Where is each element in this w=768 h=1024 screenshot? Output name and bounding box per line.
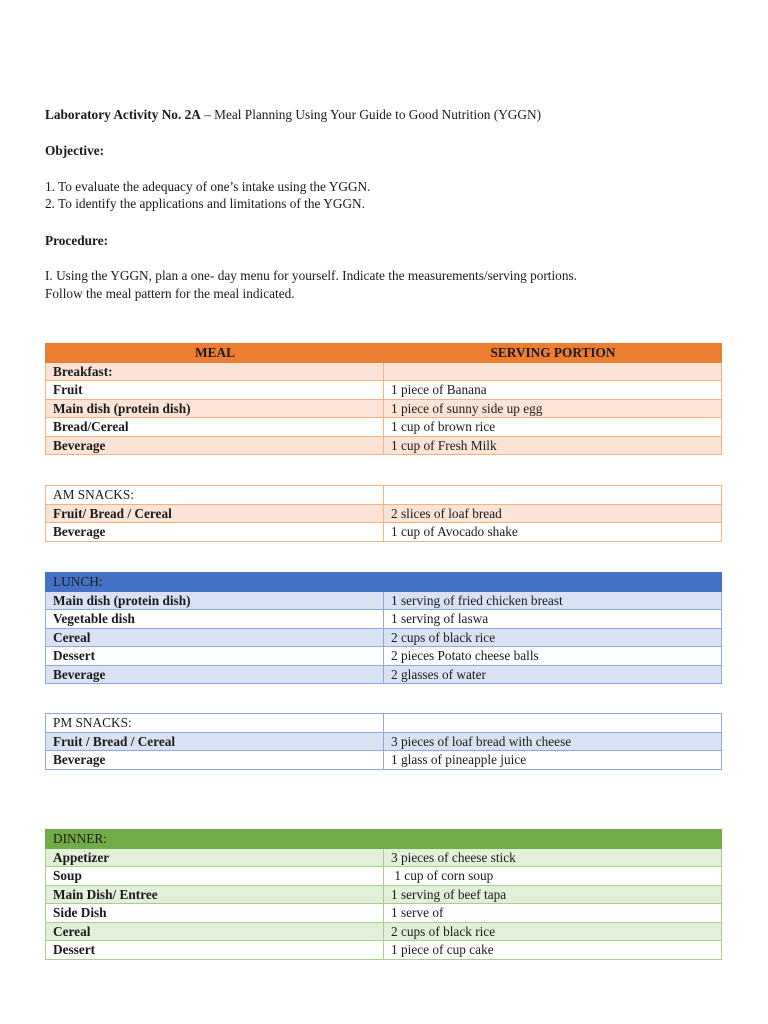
- meal-item: Beverage: [46, 751, 384, 770]
- empty-cell: [384, 714, 722, 733]
- meal-item: Side Dish: [46, 904, 384, 923]
- serving-portion: 1 cup of brown rice: [384, 418, 722, 437]
- breakfast-section-row: [46, 362, 722, 381]
- serving-portion: 2 cups of black rice: [384, 922, 722, 941]
- meal-item: Dessert: [46, 941, 384, 960]
- meal-item: Main dish (protein dish): [46, 591, 384, 610]
- empty-cell: [384, 362, 722, 381]
- meal-column-header: MEAL: [46, 344, 384, 363]
- am-snacks-section-label: AM SNACKS:: [46, 486, 384, 505]
- meal-item: Fruit/ Bread / Cereal: [46, 504, 384, 523]
- table-row: [46, 751, 722, 770]
- meal-item: Beverage: [46, 665, 384, 684]
- table-row: [46, 399, 722, 418]
- table-row: [46, 848, 722, 867]
- meal-item: Appetizer: [46, 848, 384, 867]
- meal-item: Cereal: [46, 628, 384, 647]
- serving-portion: 2 pieces Potato cheese balls: [384, 647, 722, 666]
- serving-portion: 3 pieces of loaf bread with cheese: [384, 732, 722, 751]
- serving-portion: 1 piece of Banana: [384, 381, 722, 400]
- empty-cell: [384, 830, 722, 849]
- meal-item: Soup: [46, 867, 384, 886]
- am-snacks-table: [45, 485, 722, 542]
- serving-portion-column-header: SERVING PORTION: [384, 344, 722, 363]
- dinner-section-row: [46, 830, 722, 849]
- table-header-row: [46, 344, 722, 363]
- table-row: [46, 941, 722, 960]
- procedure-text-2: Follow the meal pattern for the meal indicated.: [45, 286, 295, 301]
- table-row: [46, 885, 722, 904]
- serving-portion: 1 serving of laswa: [384, 610, 722, 629]
- empty-cell: [384, 573, 722, 592]
- meal-item: Beverage: [46, 523, 384, 542]
- activity-title-bold: Laboratory Activity No. 2A: [45, 107, 201, 122]
- table-row: [46, 904, 722, 923]
- meal-item: Main Dish/ Entree: [46, 885, 384, 904]
- breakfast-section-label: Breakfast:: [46, 362, 384, 381]
- table-row: [46, 628, 722, 647]
- meal-item: Beverage: [46, 436, 384, 455]
- table-row: [46, 665, 722, 684]
- empty-cell: [384, 486, 722, 505]
- meal-item: Dessert: [46, 647, 384, 666]
- table-row: [46, 381, 722, 400]
- procedure-text-1: I. Using the YGGN, plan a one- day menu for yourself. Indicate the measurements/serving portions.: [45, 268, 577, 283]
- serving-portion: 1 piece of sunny side up egg: [384, 399, 722, 418]
- serving-portion: 1 cup of Avocado shake: [384, 523, 722, 542]
- pm-snacks-table: [45, 713, 722, 770]
- meal-item: Bread/Cereal: [46, 418, 384, 437]
- meal-item: Vegetable dish: [46, 610, 384, 629]
- objective-item-2: 2. To identify the applications and limitations of the YGGN.: [45, 196, 365, 211]
- table-row: [46, 610, 722, 629]
- procedure-heading: Procedure:: [45, 233, 109, 248]
- activity-title: [45, 107, 541, 123]
- serving-portion: 1 cup of Fresh Milk: [384, 436, 722, 455]
- dinner-section-label: DINNER:: [46, 830, 384, 849]
- lunch-section-row: [46, 573, 722, 592]
- meal-item: Cereal: [46, 922, 384, 941]
- objective-heading: Objective:: [45, 143, 105, 158]
- objective-item-1: 1. To evaluate the adequacy of one’s intake using the YGGN.: [45, 179, 371, 194]
- pm-snacks-section-label: PM SNACKS:: [46, 714, 384, 733]
- meal-item: Main dish (protein dish): [46, 399, 384, 418]
- pm-snacks-section-row: [46, 714, 722, 733]
- table-row: [46, 504, 722, 523]
- serving-portion: 2 cups of black rice: [384, 628, 722, 647]
- serving-portion: 1 cup of corn soup: [384, 867, 722, 886]
- table-row: [46, 523, 722, 542]
- serving-portion: 1 piece of cup cake: [384, 941, 722, 960]
- table-row: [46, 647, 722, 666]
- serving-portion: 1 glass of pineapple juice: [384, 751, 722, 770]
- activity-title-rest: – Meal Planning Using Your Guide to Good Nutrition (YGGN): [200, 107, 542, 122]
- serving-portion: 1 serve of: [384, 904, 722, 923]
- serving-portion: 1 serving of beef tapa: [384, 885, 722, 904]
- dinner-table: [45, 829, 722, 960]
- table-row: [46, 436, 722, 455]
- serving-portion: 2 slices of loaf bread: [384, 504, 722, 523]
- meal-item: Fruit: [46, 381, 384, 400]
- table-row: [46, 922, 722, 941]
- table-row: [46, 591, 722, 610]
- table-row: [46, 867, 722, 886]
- meal-item: Fruit / Bread / Cereal: [46, 732, 384, 751]
- lunch-table: [45, 572, 722, 684]
- table-row: [46, 418, 722, 437]
- lunch-section-label: LUNCH:: [46, 573, 384, 592]
- table-row: [46, 732, 722, 751]
- am-snacks-section-row: [46, 486, 722, 505]
- serving-portion: 3 pieces of cheese stick: [384, 848, 722, 867]
- breakfast-table: [45, 343, 722, 455]
- serving-portion: 2 glasses of water: [384, 665, 722, 684]
- serving-portion: 1 serving of fried chicken breast: [384, 591, 722, 610]
